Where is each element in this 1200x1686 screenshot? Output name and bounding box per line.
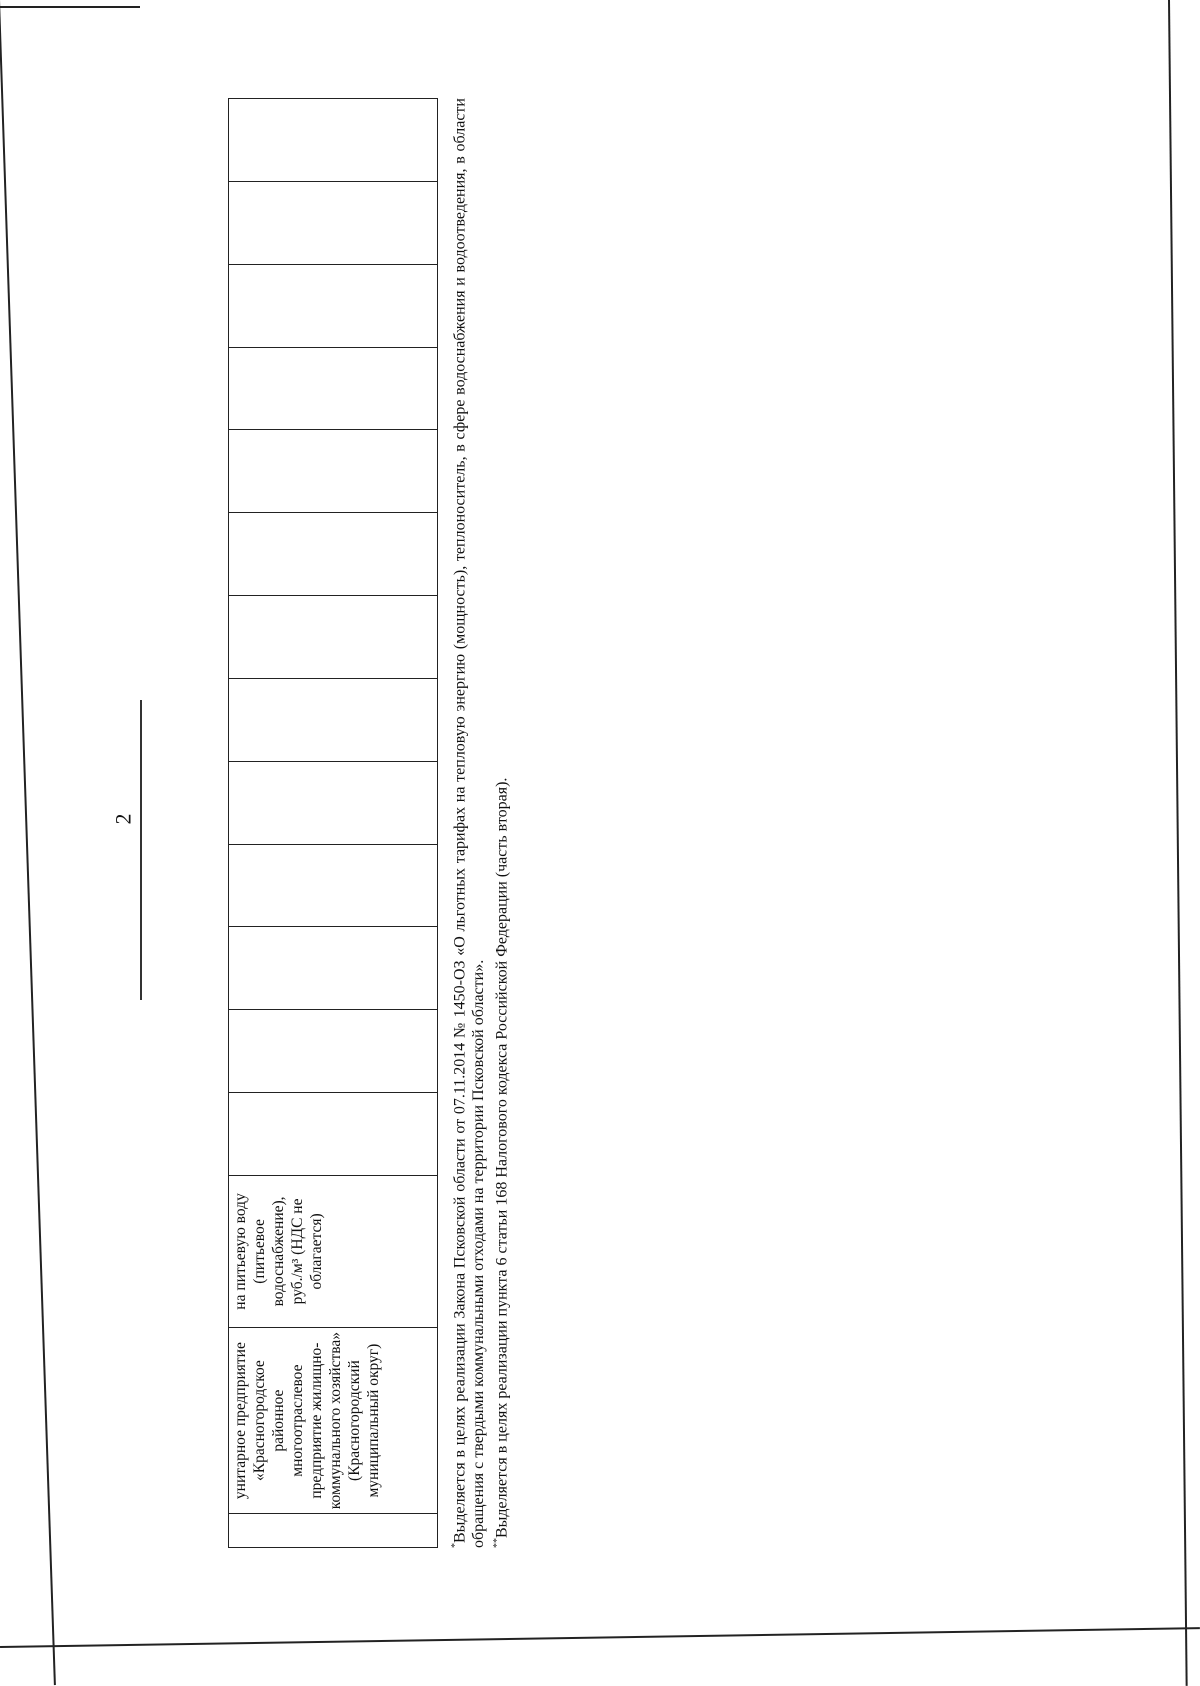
value-cell — [229, 347, 438, 430]
rotated-page-content — [228, 98, 511, 1548]
unit-cell: на питьевую воду (питьевое водоснабжение), руб./м³ (НДС не облагается) — [229, 1176, 438, 1328]
value-cell — [229, 761, 438, 844]
value-cell — [229, 513, 438, 596]
table-row — [229, 99, 438, 1548]
value-cell — [229, 596, 438, 679]
value-cell — [229, 181, 438, 264]
scan-edge-top — [0, 6, 140, 8]
organization-cell: унитарное предприятие «Красногородское районное многоотраслевое предприятие жилищно-коммунального хозяйства» (Красногородский муниципальный округ) — [229, 1327, 438, 1514]
value-cell — [229, 430, 438, 513]
footnotes — [446, 98, 512, 1548]
value-cell — [229, 1093, 438, 1176]
footnote-text: Выделяется в целях реализации Закона Псковской области от 07.11.2014 № 1450-ОЗ «О льготных тарифах на тепловую энергию (мощность), теплоноситель, в сфере водоснабжения и водоотведения, в области обращения с твердыми коммунальными отходами на территории Псковской области». — [451, 98, 488, 1548]
scan-edge-left — [0, 0, 56, 1685]
page-number: 2 — [110, 813, 136, 825]
row-number-cell — [229, 1514, 438, 1548]
footnote-marker: * — [450, 1543, 461, 1548]
footnote-marker: ** — [492, 1538, 504, 1548]
footnote — [488, 98, 511, 1548]
value-cell — [229, 927, 438, 1010]
value-cell — [229, 1010, 438, 1093]
footnote — [446, 98, 488, 1548]
scan-edge-bottom — [0, 1627, 1200, 1648]
end-divider-line — [140, 700, 142, 1000]
scan-edge-right — [1168, 0, 1188, 1686]
tariff-table — [228, 98, 438, 1548]
value-cell — [229, 264, 438, 347]
footnote-text: Выделяется в целях реализации пункта 6 статьи 168 Налогового кодекса Российской Федерации (часть вторая). — [493, 777, 511, 1538]
value-cell — [229, 678, 438, 761]
value-cell — [229, 99, 438, 182]
value-cell — [229, 844, 438, 927]
